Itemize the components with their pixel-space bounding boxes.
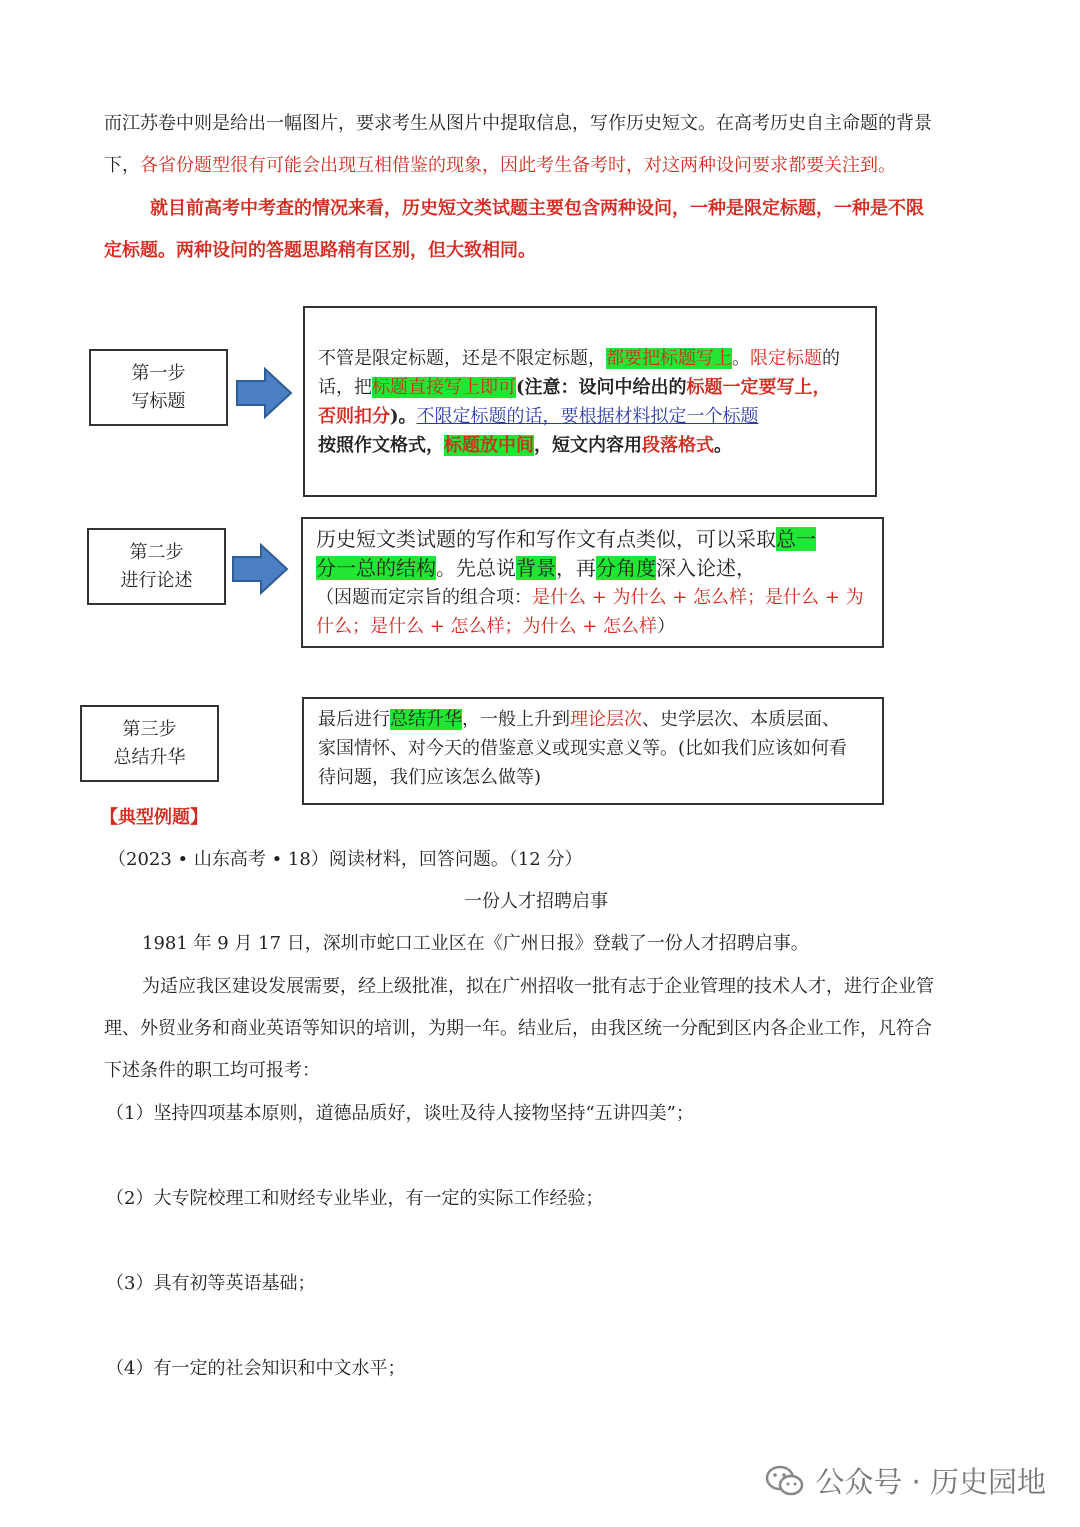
step-2-label-line1: 第二步 [129, 541, 184, 563]
step-3-label-box [80, 705, 219, 782]
step-3-label-line1: 第三步 [122, 718, 177, 740]
example-paragraph-2-line-2: 理、外贸业务和商业英语等知识的培训，为期一年。结业后，由我区统一分配到区内各企业工作，凡符合 [104, 1018, 932, 1039]
example-paragraph-2-line-1: 为适应我区建设发展需要，经上级批准，拟在广州招收一批有志于企业管理的技术人才，进行企业管 [142, 976, 934, 997]
intro-line-2 [104, 154, 896, 178]
step-2-label-box [87, 528, 226, 605]
list-item: （3）具有初等英语基础； [106, 1273, 316, 1294]
example-paragraph-2-line-3: 下述条件的职工均可报考： [104, 1060, 320, 1081]
step-2-label-line2: 进行论述 [120, 569, 193, 591]
example-question: （2023 • 山东高考 • 18）阅读材料，回答问题。（12 分） [108, 849, 583, 870]
intro-line-4: 定标题。两种设问的答题思路稍有区别，但大致相同。 [104, 240, 536, 261]
step-2-content: 历史短文类试题的写作和写作文有点类似，可以采取总一 分一总的结构。先总说背景，再分角度深入论述， （因题而定宗旨的组合项：是什么 + 为什么 + 怎么样；是什么 + 为 什么；是什么 + 怎么样；为什么 + 怎么样） [316, 527, 864, 637]
example-title: 一份人才招聘启事 [464, 891, 608, 912]
step-1-label-line2: 写标题 [131, 390, 186, 412]
example-paragraph-1: 1981 年 9 月 17 日，深圳市蛇口工业区在《广州日报》登载了一份人才招聘启事。 [142, 933, 809, 954]
wechat-icon [765, 1464, 805, 1498]
step-3-label-line2: 总结升华 [113, 746, 186, 768]
watermark-text: 公众号 · 历史园地 [815, 1465, 1046, 1499]
watermark [765, 1460, 1046, 1501]
list-item: （4）有一定的社会知识和中文水平； [106, 1358, 406, 1379]
right-arrow-icon [231, 543, 289, 595]
list-item: （1）坚持四项基本原则，道德品质好，谈吐及待人接物坚持“五讲四美”； [106, 1103, 694, 1124]
intro-line-1: 而江苏卷中则是给出一幅图片，要求考生从图片中提取信息，写作历史短文。在高考历史自主命题的背景 [104, 113, 932, 134]
intro-line-2-lead: 下， [104, 155, 140, 176]
step-3-content: 最后进行总结升华，一般上升到理论层次、史学层次、本质层面、 家国情怀、对今天的借鉴意义或现实意义等。(比如我们应该如何看 待问题，我们应该怎么做等) [318, 709, 848, 788]
step-1-content: 不管是限定标题，还是不限定标题，都要把标题写上。限定标题的 话，把标题直接写上即可(注意：设问中给出的标题一定要写上， 否则扣分)。不限定标题的话，要根据材料拟定一个标题 按照作文格式，标题放中间，短文内容用段落格式。 [318, 348, 840, 456]
list-item: （2）大专院校理工和财经专业毕业，有一定的实际工作经验； [106, 1188, 604, 1209]
intro-line-2-red: 各省份题型很有可能会出现互相借鉴的现象，因此考生备考时，对这两种设问要求都要关注到。 [140, 155, 896, 176]
step-1-label-box [89, 349, 228, 426]
right-arrow-icon [235, 367, 293, 419]
step-1-label-line1: 第一步 [131, 362, 186, 384]
intro-line-3: 就目前高考中考查的情况来看，历史短文类试题主要包含两种设问，一种是限定标题，一种是不限 [150, 198, 924, 219]
example-heading: 【典型例题】 [100, 807, 208, 828]
